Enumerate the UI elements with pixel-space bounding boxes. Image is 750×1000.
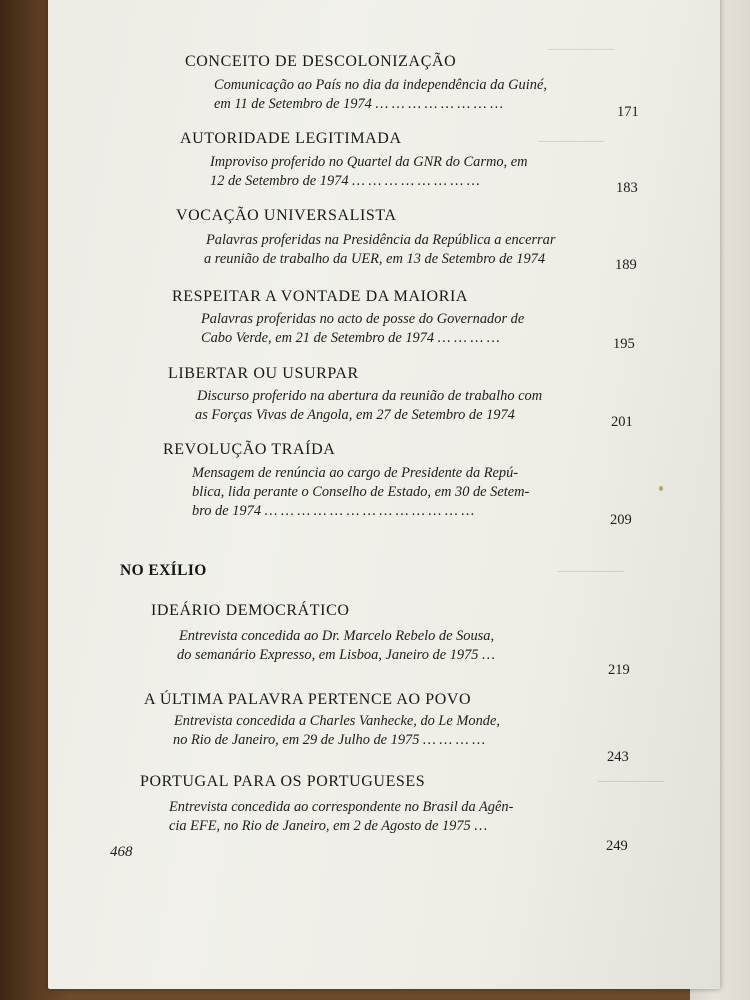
- toc-entry-description: a reunião de trabalho da UER, em 13 de Setembro de 1974: [204, 251, 546, 267]
- toc-entry-description: Entrevista concedida a Charles Vanhecke, do Le Monde,: [174, 713, 500, 729]
- toc-entry-description: bro de 1974 … … … … … … … … … … … … …: [192, 503, 475, 519]
- toc-entry-title: CONCEITO DE DESCOLONIZAÇÃO: [185, 53, 457, 70]
- toc-entry-description: Comunicação ao País no dia da independência da Guiné,: [214, 77, 547, 93]
- toc-entry-description: no Rio de Janeiro, em 29 de Julho de 1975 … … … …: [173, 732, 486, 748]
- toc-entry-description: Improviso proferido no Quartel da GNR do Carmo, em: [210, 154, 528, 170]
- toc-entry-title: VOCAÇÃO UNIVERSALISTA: [176, 207, 397, 224]
- paper-fleck: [659, 486, 663, 491]
- toc-page-number: 195: [613, 336, 635, 352]
- toc-entry-title: AUTORIDADE LEGITIMADA: [180, 130, 402, 147]
- toc-page-number: 183: [616, 180, 638, 196]
- toc-entry-description: blica, lida perante o Conselho de Estado, em 30 de Setem-: [192, 484, 530, 500]
- toc-page-number: 209: [610, 512, 632, 528]
- toc-page-number: 171: [617, 104, 639, 120]
- toc-entry-description: as Forças Vivas de Angola, em 27 de Setembro de 1974: [195, 407, 515, 423]
- toc-entry-title: IDEÁRIO DEMOCRÁTICO: [151, 602, 350, 619]
- section-heading: NO EXÍLIO: [120, 562, 207, 579]
- toc-entry-description: em 11 de Setembro de 1974 … … … … … … … …: [214, 96, 503, 112]
- show-through-text: ──────: [548, 42, 615, 58]
- toc-page-number: 201: [611, 414, 633, 430]
- toc-entry-description: Discurso proferido na abertura da reunião de trabalho com: [197, 388, 543, 404]
- toc-entry-description: Palavras proferidas na Presidência da República a encerrar: [206, 232, 556, 248]
- toc-page-number: 219: [608, 662, 630, 678]
- toc-entry-description: Entrevista concedida ao correspondente no Brasil da Agên-: [169, 799, 514, 815]
- toc-page-number: 243: [607, 749, 629, 765]
- toc-entry-description: cia EFE, no Rio de Janeiro, em 2 de Agosto de 1975 …: [169, 818, 488, 834]
- show-through-text: ──────: [558, 564, 625, 580]
- page-number: 468: [110, 844, 133, 860]
- book-page: [48, 0, 720, 989]
- toc-entry-title: PORTUGAL PARA OS PORTUGUESES: [140, 773, 426, 790]
- toc-entry-title: REVOLUÇÃO TRAÍDA: [163, 441, 336, 458]
- toc-page-number: 249: [606, 838, 628, 854]
- toc-entry-description: Cabo Verde, em 21 de Setembro de 1974 … … … …: [201, 330, 500, 346]
- toc-entry-description: do semanário Expresso, em Lisboa, Janeiro de 1975 …: [177, 647, 495, 663]
- toc-entry-description: Palavras proferidas no acto de posse do Governador de: [201, 311, 525, 327]
- toc-entry-description: Mensagem de renúncia ao cargo de Presidente da Repú-: [192, 465, 519, 481]
- toc-entry-title: LIBERTAR OU USURPAR: [168, 365, 359, 382]
- toc-page-number: 189: [615, 257, 637, 273]
- toc-entry-description: 12 de Setembro de 1974 … … … … … … … …: [210, 173, 480, 189]
- toc-entry-title: RESPEITAR A VONTADE DA MAIORIA: [172, 288, 469, 305]
- toc-entry-title: A ÚLTIMA PALAVRA PERTENCE AO POVO: [144, 691, 472, 708]
- toc-entry-description: Entrevista concedida ao Dr. Marcelo Rebelo de Sousa,: [179, 628, 495, 644]
- show-through-text: ──────: [538, 134, 605, 150]
- show-through-text: ──────: [598, 774, 665, 790]
